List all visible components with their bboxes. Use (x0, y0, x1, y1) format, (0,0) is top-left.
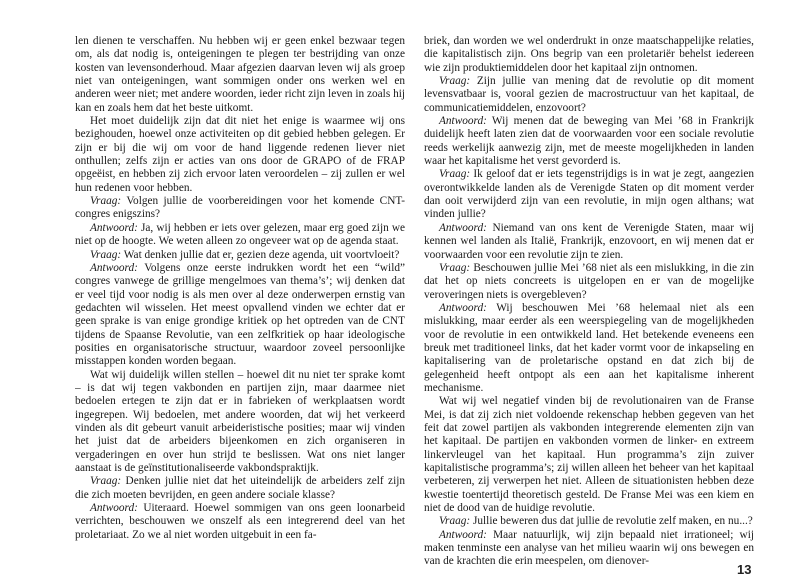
speaker-label: Vraag: (439, 515, 471, 528)
paragraph-text: Jullie beweren dus dat jullie de revolutie zelf maken, en nu...? (473, 515, 753, 528)
left-paragraph (75, 502, 405, 542)
left-paragraph (75, 35, 405, 115)
paragraph-text: Wij beschouwen Mei ’68 helemaal niet als een mislukking, maar eerder als een weerspiegeling van de mogelijkheden voor de revolutie in een ontwikkeld land. Het betekende eveneens een breuk met traditioneel links, dat het kader vormt voor de inkapseling en kapitalisering van de proletarische opstand en dat zich bij de gelegenheid heeft ontpopt als een aan het kapitalisme inherent mechanisme. (424, 301, 754, 394)
left-paragraph (75, 249, 405, 262)
right-page-column (424, 35, 754, 567)
paragraph-text: len dienen te verschaffen. Nu hebben wij er geen enkel bezwaar tegen om, als dat nodig is, onteigeningen te plegen ter bestrijding van onze kosten van levensonderhoud. Maar afgezien daarvan leven wij als groep niet van onteigeningen, want sommigen onder ons werken wel en anderen weer niet; met andere woorden, ieder richt zijn leven in zoals hij kan en zoals hem dat het beste uitkomt. (75, 35, 405, 114)
left-paragraph (75, 195, 405, 222)
speaker-label: Vraag: (439, 75, 471, 88)
paragraph-text: Wij menen dat de beweging van Mei ’68 in Frankrijk duidelijk heeft laten zien dat de voorwaarden voor een sociale revolutie reeds werkelijk aanwezig zijn, met de meeste mogelijkheden in landen waar het kapitalisme het verst gevorderd is. (424, 115, 754, 168)
speaker-label: Vraag: (90, 475, 122, 488)
page-number: 13 (737, 562, 752, 577)
right-paragraph (424, 515, 754, 528)
speaker-label: Antwoord: (90, 261, 138, 274)
paragraph-text: Wat denken jullie dat er, gezien deze agenda, uit voortvloeit? (123, 248, 400, 261)
right-paragraph (424, 529, 754, 567)
paragraph-text: Denken jullie niet dat het uiteindelijk de arbeiders zelf zijn die zich moeten bevrijden, en geen andere sociale klasse? (75, 475, 405, 501)
speaker-label: Vraag: (439, 261, 471, 274)
paragraph-text: Het moet duidelijk zijn dat dit niet het enige is waarmee wij ons bezighouden, hoewel onze activiteiten op dit gebied hebben gelegen. Er zijn er bij die wij om voor de hand liggende redenen liever niet onthullen; zelfs zijn er acties van ons door de GRAPO of de FRAP opgeëist, en hebben zij zich ervoor laten veroordelen – zij zullen er wel hun redenen voor hebben. (75, 115, 405, 194)
paragraph-text: Ja, wij hebben er iets over gelezen, maar erg goed zijn we niet op de hoogte. We weten alleen zo ongeveer wat op de agenda staat. (75, 221, 405, 248)
paragraph-text: Volgens onze eerste indrukken wordt het een “wild” congres vanwege de grillige mengelmoes van thema’s’; wij denken dat er veel tijd voor nodig is als men over al deze onderwerpen ernstig van gedachten wil wisselen. Het meest opvallend vinden we echter dat er geen sprake is van enige grondige kritiek op het optreden van de CNT tijdens de Spaanse Revolutie, van een zelfkritiek op haar ideologische posities en organisatorische structuur, waardoor zoveel persoonlijke misstappen konden worden begaan. (75, 261, 405, 368)
paragraph-text: briek, dan worden we wel onderdrukt in onze maatschappelijke relaties, die kapitalistisch zijn. Ons begrip van een proletariër behelst iedereen wie zijn produktiemiddelen door het kapitaal zijn ontnomen. (424, 35, 754, 74)
speaker-label: Vraag: (90, 195, 122, 208)
speaker-label: Vraag: (439, 168, 471, 181)
paragraph-text: Beschouwen jullie Mei ’68 niet als een mislukking, in die zin dat het op niets concreets is uitgelopen en er van de mogelijke veroveringen niets is overgebleven? (424, 261, 754, 301)
left-paragraph (75, 369, 405, 476)
right-paragraph (424, 75, 754, 115)
right-paragraph (424, 302, 754, 395)
right-paragraph (424, 222, 754, 262)
paragraph-text: Maar natuurlijk, wij zijn bepaald niet irrationeel; wij maken tenminste een analyse van het milieu waarin wij ons bewegen en van de krachten die erin meespelen, om dienover- (424, 528, 754, 567)
speaker-label: Vraag: (90, 248, 122, 261)
left-page-column (75, 35, 405, 567)
speaker-label: Antwoord: (439, 115, 487, 128)
speaker-label: Antwoord: (90, 502, 138, 515)
speaker-label: Antwoord: (439, 221, 487, 234)
paragraph-text: Zijn jullie van mening dat de revolutie op dit moment levensvatbaar is, vooral gezien de macrostructuur van het kapitaal, de communicatiemiddelen, enzovoort? (424, 75, 754, 114)
paragraph-text: Volgen jullie de voorbereidingen voor het komende CNT-congres enigszins? (75, 195, 405, 221)
right-paragraph (424, 35, 754, 75)
paragraph-text: Wat wij duidelijk willen stellen – hoewel dit nu niet ter sprake komt – is dat wij tegen vakbonden en partijen zijn, maar daarmee niet bedoelen ertegen te zijn dat er in fabrieken of werkplaatsen wordt ingegrepen. Wij bedoelen, met andere woorden, dat wij het verkeerd vinden als dit gebeurt vanuit arbeideristische posities; maar wij vinden het juist dat de arbeiders bijeenkomen en zich organiseren in vergaderingen en over hun strijd te beslissen. Wat ons niet langer aanstaat is de geïnstitutionaliseerde vakbondspraktijk. (75, 368, 405, 474)
paragraph-text: Ik geloof dat er iets tegenstrijdigs is in wat je zegt, aangezien overontwikkelde landen als de Verenigde Staten op dit moment verder dan ooit verwijderd zijn van een revolutie, in mijn ogen althans; wat vinden jullie? (424, 168, 754, 221)
speaker-label: Antwoord: (439, 301, 487, 314)
left-paragraph (75, 115, 405, 195)
speaker-label: Antwoord: (90, 221, 138, 234)
right-paragraph (424, 115, 754, 168)
paragraph-text: Niemand van ons kent de Verenigde Staten, maar wij kennen wel landen als Italië, Frankrijk, enzovoort, en wij menen dat er voorwaarden voor een revolutie zijn te zien. (424, 221, 754, 261)
right-paragraph (424, 262, 754, 302)
left-paragraph (75, 262, 405, 369)
paragraph-text: Wat wij wel negatief vinden bij de revolutionairen van de Franse Mei, is dat zij zich niet voldoende rekenschap hebben gegeven van het feit dat zowel partijen als vakbonden integrerende elementen zijn van het kapitaal. De partijen en vakbonden vormen de linker- en extreem linkervleugel van het kapitaal. Hun programma’s zijn zuiver kapitalistische programma’s; zij willen alleen het beheer van het kapitaal verbeteren, zij verwerpen het niet. Alleen de situationisten hebben deze kwestie toentertijd theoretisch gesteld. De Franse Mei was een kiem en niet de dood van de huidige revolutie. (424, 395, 754, 515)
right-paragraph (424, 168, 754, 221)
speaker-label: Antwoord: (439, 528, 487, 541)
paragraph-text: Uiteraard. Hoewel sommigen van ons geen loonarbeid verrichten, beschouwen we onszelf als een integrerend deel van het proletariaat. Zo we al niet worden uitgebuit in een fa- (75, 502, 405, 541)
left-paragraph (75, 222, 405, 249)
left-paragraph (75, 475, 405, 502)
right-paragraph (424, 395, 754, 515)
